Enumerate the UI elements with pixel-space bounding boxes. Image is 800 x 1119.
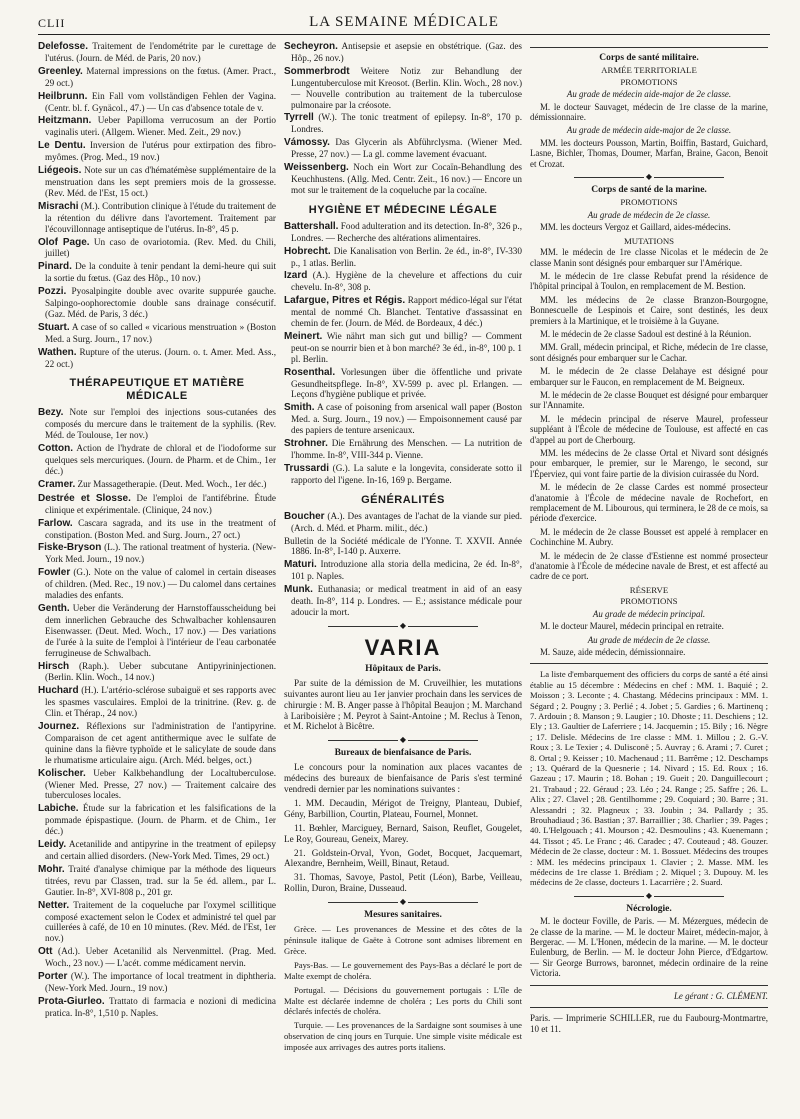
paragraph: M. le médecin de 2e classe Cardes est nommé prosecteur d'anatomie à l'École de médecine navale de Rochefort, en remplacement de M. Libourous, qui terminera, le 28 de ce mois, sa période d'exercice.: [530, 482, 768, 524]
bibliography-entry: [284, 536, 522, 558]
entry-text: A case of poisoning from arsenical wall paper (Boston Med. a. Surg. Journ., 19 nov.) — Empoisonnement causé par des papiers de tenture arsenicaux.: [291, 402, 522, 436]
entry-text: (Raph.). Ueber subcutane Antipyrininjectionen. (Berlin. Klin. Woch., 14 nov.): [45, 660, 276, 683]
author-name: Leidy.: [38, 839, 67, 851]
entry-text: (A.). Des avantages de l'achat de la viande sur pied. (Arch. d. Méd. et Pharm. milit., déc.): [291, 510, 522, 533]
printer-imprint: Paris. — Imprimerie SCHILLER, rue du Faubourg-Montmartre, 10 et 11.: [530, 1013, 768, 1034]
author-name: Meinert.: [284, 330, 323, 342]
entry-text: (H.). L'artério-sclérose subaiguë et ses rapports avec les spasmes vasculaires. Emploi de la trinitrine. (Rev. g. de Clin. et Thérap., 24 nov.): [45, 685, 276, 719]
paragraph: M. le docteur Sauvaget, médecin de 1re classe de la marine, démissionnaire.: [530, 101, 768, 123]
label-promotions: PROMOTIONS: [620, 596, 678, 607]
author-name: Izard: [284, 270, 308, 282]
column-1: [38, 41, 276, 1116]
entry-text: Un caso de ovariotomia. (Rev. Med. du Chili, juillet): [45, 236, 276, 259]
paragraph-pays-bas: Pays-Bas. — Le gouvernement des Pays-Bas a déclaré le port de Malte exempt de choléra.: [284, 959, 522, 981]
author-name: Trussardi: [284, 462, 330, 474]
paragraph-turquie: Turquie. — Les provenances de la Sardaigne sont soumises à une observation de cinq jours en Turquie. Une simple visite médicale est imposée aux arrivages des autres ports italiens.: [284, 1020, 522, 1053]
author-name: Ott: [38, 946, 53, 958]
bibliography-entry: [38, 201, 276, 235]
author-name: Olof Page.: [38, 236, 90, 248]
divider: ◆: [284, 898, 522, 906]
paragraph: MM. les médecins de 2e classe Ortal et Nivard sont désignés pour embarquer, le premier, sur le Marengo, le second, sur l'Éperviez, qui vont faire partie de la division cuirassée du Nord.: [530, 448, 768, 479]
paragraph: M. Sauze, aide médecin, démissionnaire.: [540, 646, 686, 657]
entry-text: De l'emploi de l'antifébrine. Étude clinique et expérimentale. (Clinique, 24 nov.): [45, 492, 276, 515]
author-name: Cotton.: [38, 443, 73, 455]
bibliography-entry: [284, 463, 522, 486]
entry-text: Traité d'analyse chimique par la méthode des liqueurs titrées, revu par Classen, trad. sur la 5e éd. allem., par L. Gautier. In-8°, XVI-808 p., 201 gr.: [45, 863, 276, 897]
paragraph: MM. les médecins de 2e classe Branzon-Bourgogne, Bonnescuelle de Lespinois et Caire, sont destinés, les deux premiers à la Martinique, et le troisième à la Guyane.: [530, 294, 768, 326]
bibliography-entry: [38, 115, 276, 138]
bibliography-entry: [284, 584, 522, 618]
entry-text: Traitement de l'endométrite par le curettage de l'utérus. (Journ. de Méd. de Paris, 20 nov.): [45, 41, 276, 63]
grade-heading: Au grade de médecin principal.: [592, 608, 706, 619]
journal-title: LA SEMAINE MÉDICALE: [309, 14, 499, 30]
bibliography-entry: [284, 221, 522, 244]
paragraph: M. le médecin de 2e classe Delahaye est désigné pour embarquer sur le Faucon, en remplacement de M. Beigneux.: [530, 366, 768, 387]
entry-text: Wie nährt man sich gut und billig? — Comment peut-on se nourrir bien et à bon marché? 3e éd., in-8°, 100 p. 1 pl. Berlin.: [291, 330, 522, 364]
entry-text: Réflexions sur l'administration de l'antipyrine. Comparaison de cet agent antithermique avec le sulfate de quinine dans la fièvre typhoïde et le salicylate de soude dans le rhumatisme articulaire aigu. (Arch. Méd. belges, oct.): [45, 721, 276, 765]
entry-text: A case of so called « vicarious menstruation » (Boston Med. a Surg. Journ., 17 nov.): [45, 321, 276, 344]
author-name: Liégeois.: [38, 165, 82, 177]
section-title-generalites: GÉNÉRALITÉS: [361, 493, 445, 506]
label-reserve: RÉSERVE: [629, 584, 669, 595]
paragraph: MM. les docteurs Vergoz et Gaillard, aides-médecins.: [540, 222, 731, 233]
entry-text: Euthanasia; or medical treatment in aid of an easy death. In-8°, 114 p. Londres. — E.; assistance médicale pour adoucir la mort.: [291, 584, 522, 617]
author-name: Secheyron.: [284, 41, 338, 52]
bibliography-entry: [38, 443, 276, 477]
paragraph-bureaux-list-3: 21. Goldstein-Orval, Yvon, Godet, Bocquet, Jacquemart, Alexandre, Bernheim, Weill, Binaut, Retaud.: [284, 847, 522, 869]
entry-text: (W.). The tonic treatment of epilepsy. In-8°, 170 p. Londres.: [291, 112, 522, 135]
paragraph: M. le médecin de 2e classe d'Estienne est nommé prosecteur d'anatomie à l'École de médecine navale de Brest, et est affecté au cadre de ce port.: [530, 550, 768, 582]
bibliography-entry: [38, 542, 276, 565]
label-promotions: PROMOTIONS: [620, 76, 678, 87]
bibliography-entry: [38, 685, 276, 719]
grade-heading: Au grade de médecin aide-major de 2e classe.: [566, 125, 732, 136]
entry-text: Die Ernährung des Menschen. — La nutrition de l'homme. In-8°, VIII-344 p. Vienne.: [291, 438, 522, 460]
bibliography-entry: [284, 438, 522, 461]
bibliography-entry: [38, 479, 276, 491]
paragraph-portugal: Portugal. — Décisions du gouvernement portugais : L'île de Malte est déclarée indemne de choléra ; Les ports du Chili sont déclarés infectés de choléra.: [284, 984, 522, 1017]
divider: [530, 985, 768, 986]
label-mutations: MUTATIONS: [623, 235, 675, 246]
entry-text: (W.). The importance of local treatment in diphtheria. (New-York Med. Journ., 19 nov.): [45, 971, 276, 993]
page-number: CLII: [38, 16, 66, 30]
entry-text: Rapport médico-légal sur l'état mental de nommé Ch. Blanchet. Tentative d'assassinat en chemin de fer. (Journ. de Méd. de Bordeaux, 4 déc.): [291, 295, 522, 329]
entry-text: De la conduite à tenir pendant la demi-heure qui suit la sortie du fœtus. (Gaz des Hôp., 10 nov.): [45, 261, 276, 284]
bibliography-entry: [284, 246, 522, 269]
author-name: Maturi.: [284, 559, 317, 571]
author-name: Boucher: [284, 510, 325, 522]
grade-heading: Au grade de médecin aide-major de 2e classe.: [566, 89, 732, 100]
entry-text: (Ad.). Ueber Acetanilid als Nervenmittel. (Prag. Med. Woch., 23 nov.) — L'acét. comme médicament nervin.: [45, 946, 276, 969]
author-name: Munk.: [284, 584, 313, 596]
author-name: Farlow.: [38, 517, 73, 529]
author-name: Heitzmann.: [38, 115, 92, 127]
divider: ◆: [530, 892, 768, 900]
author-name: Tyrrell: [284, 112, 314, 124]
entry-text: Noch ein Wort zur Cocaïn-Behandlung des Keuchhustens. (Allg. Med. Centr. Zeit., 16 nov.) — Encore un mot sur le traitement de la coqueluche par la cocaïne.: [291, 162, 522, 195]
bibliography-entry: [284, 511, 522, 534]
author-name: Lafargue, Pitres et Régis.: [284, 295, 406, 307]
bibliography-entry: [284, 331, 522, 365]
bibliography-list-continued: [284, 41, 522, 196]
entry-text: (G.). La salute e la longevita, considerate sotto il rapporto del l'igene. In-16, 169 p. Bergame.: [291, 462, 522, 485]
paragraph: MM. les docteurs Pousson, Martin, Boiffin, Bastard, Guichard, Lasne, Bichler, Thomas, Doumer, Marfan, Braine, Gacon, Benoit et Crozat.: [530, 137, 768, 169]
author-name: Prota-Giurleo.: [38, 995, 105, 1007]
paragraph-embarquement-list: La liste d'embarquement des officiers du corps de santé a été ainsi établie au 15 décembre : Médecins en chef : MM. 1. Baquié ; 2. Moisson ; 3. Leconte ; 4. Chastang. Médecins principaux : MM. 1. Ségard ; 2. Pougny ; 3. Perlié ; 4. Jobet ; 5. Gardies ; 6. Martinenq ; 7. Ardouin ; 8. Manson ; 9. Laugier ; 10. Dhoste ; 11. Deschiens ; 12. Ely ; 13. Gaultier de Laferriere ; 14. Jacquemin ; 15. Bily ; 16. Nègre ; 17. Delisle. Médecins de 1re classe : MM. 1. Millou ; 2. G.-V. Roux ; 3. Le Texier ; 4. Dulisconë ; 5. Auvray ; 6. Arami ; 7. Curet ; 8. Ortal ; 9. Keisser ; 10. Machenaud ; 11. Barrême ; 12. Deschamps ; 13. Quérard de la Quesnerie ; 14. Nivard ; 15. Ed. Roux ; 16. Gazeau ; 17. Maurin ; 18. Bohan ; 19. Gueit ; 20. Danguillecourt ; 21. Trabaud ; 22. Géraud ; 23. Léo ; 24. Range ; 25. Saffre ; 26. L. Alix ; 27. Clavel ; 28. Gentilhomme ; 29. Coquiard ; 30. Barre ; 31. Alessandri ; 32. Plagneux ; 33. Joubin ; 34. Pallardy ; 35. Brouhadiaud ; 36. Bastian ; 37. Barraillier ; 38. Charlier ; 39. Pages ; 40. L'Helgouach ; 41. Mourson ; 42. Desmoulins ; 43. Kuenemann ; 44. Tissot ; 45. Le Franc ; 46. Caradec ; 47. Couteaud ; 48. Gouzer. Médecin de 2e classe, docteur : M. 1. Bossuet. Médecins des troupes : MM. les médecins principaux 1. Clavier ; 2. Masse. MM. les médecins de 1re classe 1. Brédiam ; 2. Miquel ; 3. Dupouy. M. les médecins de 2e classe, docteurs 1. Lacarrière ; 2. Suard.: [530, 669, 768, 888]
subheading-sanitaires: Mesures sanitaires.: [364, 910, 442, 921]
author-name: Rosenthal.: [284, 366, 336, 378]
bibliography-entry: [38, 286, 276, 320]
entry-text: Bulletin de la Société médicale de l'Yonne. T. XXVII. Année 1886. In-8°, I-140 p. Auxerre.: [284, 535, 522, 557]
bibliography-entry: [284, 66, 522, 111]
entry-text: Ueber Papilloma verrucosum an der Portio vaginalis uteri. (Allgem. Wiener. Med. Zeit., 29 nov.): [45, 115, 276, 138]
bibliography-list-hygiene: [284, 221, 522, 486]
author-name: Destrée et Slosse.: [38, 492, 131, 504]
bibliography-entry: [38, 165, 276, 199]
divider: [530, 1007, 768, 1008]
bibliography-entry: [38, 721, 276, 766]
subheading-necrologie: Nécrologie.: [626, 903, 672, 914]
entry-text: Ueber Kalkbehandlung der Localtuberculose. (Wiener Med. Presse, 27 nov.) — Traitement calcaire des tuberculoses locales.: [45, 767, 276, 801]
bibliography-entry: [38, 237, 276, 260]
bibliography-entry: [284, 559, 522, 582]
entry-text: (M.). Contribution clinique à l'étude du traitement de la rétention du délivre dans l'avortement. Traitement par l'écouvillonnage antiseptique de l'utérus. In-8°, 45 p.: [45, 200, 276, 234]
bibliography-entry: [284, 41, 522, 64]
entry-text: Zur Massagetherapie. (Deut. Med. Woch., 1er déc.): [77, 478, 267, 489]
section-title-hygiene: HYGIÈNE ET MÉDECINE LÉGALE: [308, 203, 498, 216]
grade-heading: Au grade de médecin de 2e classe.: [587, 209, 711, 220]
author-name: Strohner.: [284, 438, 328, 450]
entry-text: Rupture of the uterus. (Journ. o. t. Amer. Med. Ass., 22 oct.): [45, 346, 276, 369]
author-name: Weissenberg.: [284, 162, 349, 174]
bibliography-entry: [38, 946, 276, 969]
paragraph: M. le médecin de 2e classe Bousset est appelé à remplacer en Cochinchine M. Aubry.: [530, 526, 768, 548]
author-name: Le Dentu.: [38, 140, 86, 152]
paragraph: M. le médecin de 2e classe Sadoul est destiné à la Réunion.: [540, 328, 752, 339]
grade-heading: Au grade de médecin de 2e classe.: [587, 634, 711, 645]
entry-text: Note sur un cas d'hématémèse supplémentaire de la menstruation dans les sept premiers mois de la grossesse. (Rev. Méd. de l'Est, 15 oct.): [45, 165, 276, 198]
bibliography-entry: [38, 768, 276, 802]
subheading-hopitaux: Hôpitaux de Paris.: [365, 663, 441, 674]
paragraph-bureaux-list-2: 11. Bœhler, Marciguey, Bernard, Saison, Reuflet, Gougelet, Le Roy, Goureau, Geneix, Marey.: [284, 822, 522, 844]
paragraph-bureaux: Le concours pour la nomination aux places vacantes de médecins des bureaux de bienfaisance de Paris s'est terminé vendredi dernier par les nominations suivantes :: [284, 762, 522, 795]
bibliography-entry: [38, 407, 276, 441]
bibliography-entry: [38, 567, 276, 601]
label-promotions: PROMOTIONS: [620, 197, 678, 208]
entry-text: Étude sur la fabrication et les falsifications de la pommade épispastique. (Journ. de Pharm. et de Chim., 1er déc.): [45, 803, 276, 837]
entry-text: Traitement de la coqueluche par l'oxymel scillitique composé exactement selon le Codex et administré tel quel par cuillerées à café, de 10 en 10 minutes. (Rev. Méd. de l'Est, 1er nov.): [45, 899, 276, 944]
bibliography-entry: [284, 162, 522, 196]
gerant-signature: Le gérant : G. CLÉMENT.: [673, 990, 768, 1001]
paragraph: M. le docteur Maurel, médecin principal en retraite.: [540, 621, 724, 632]
bibliography-entry: [284, 112, 522, 135]
varia-heading: VARIA: [364, 634, 442, 660]
entry-text: Food adulteration and its detection. In-8°, 326 p., Londres. — Recherche des altérations alimentaires.: [291, 220, 522, 243]
bibliography-entry: [38, 322, 276, 345]
bibliography-entry: [38, 803, 276, 837]
bibliography-entry: [38, 864, 276, 898]
paragraph-hopitaux: Par suite de la démission de M. Cruveilhier, les mutations suivantes auront lieu au 1er janvier prochain dans les services de chirurgie : M. B. Anger passe à l'hôpital Beaujon ; M. Marchand à Lariboisière ; M. Peyrot à Saint-Antoine ; M. Reclus à Tenon, et M. Richelot à Bicêtre.: [284, 677, 522, 732]
entry-text: Cascara sagrada, and its use in the treatment of constipation. (Boston Med. and Surg. Journ., 27 oct.): [45, 517, 276, 540]
page-header: [38, 12, 770, 35]
author-name: Porter: [38, 971, 68, 983]
paragraph: MM. le médecin de 1re classe Nicolas et le médecin de 2e classe Manin sont désignés pour embarquer sur l'Amérique.: [530, 247, 768, 268]
entry-text: Maternal impressions on the fœtus. (Amer. Pract., 29 oct.): [45, 65, 276, 88]
paragraph-necrologie: M. le docteur Foville, de Paris. — M. Mézergues, médecin de 2e classe de la marine. — M. le docteur Mairet, médecin-major, à Bergerac. — M. L'Honen, médecin de la marine. — M. le docteur Eulenburg, de Berlin. — M. le docteur John Pierce, d'Edgartow. — Sir George Burrows, baronnet, médecin ordinaire de la reine Victoria.: [530, 916, 768, 979]
bibliography-entry: [38, 996, 276, 1019]
author-name: Greenley.: [38, 65, 83, 77]
entry-text: Trattato di farmacia e nozioni di medicina pratica. In-8°, 1,510 p. Naples.: [45, 995, 276, 1018]
entry-text: Das Glycerin als Abführclysma. (Wiener Med. Presse, 27 nov.) — La gl. comme lavement évacuant.: [291, 137, 522, 160]
author-name: Misrachi: [38, 200, 79, 212]
entry-text: (G.). Note on the value of calomel in certain diseases of children. (Med. Rec., 19 nov.) — Du calomel dans certaines maladies des enfants.: [45, 567, 276, 601]
bibliography-entry: [38, 839, 276, 862]
entry-text: Note sur l'emploi des injections sous-cutanées des composés du mercure dans le traitement de la syphilis. (Rev. Méd. de Toulouse, 1er nov.): [45, 407, 276, 441]
entry-text: Pyosalpingite double avec ovarite suppurée gauche. Salpingo-oophorectomie double sans drainage consécutif. (Gaz. Méd. de Paris, 3 déc.): [45, 286, 276, 319]
divider: ◆: [530, 173, 768, 181]
bibliography-entry: [38, 518, 276, 541]
paragraph: MM. Grall, médecin principal, et Riche, médecin de 1re classe, sont désignés pour embarquer sur le Cachar.: [530, 342, 768, 363]
paragraph: M. le médecin de 2e classe Bouquet est désigné pour embarquer sur l'Annamite.: [530, 389, 768, 411]
bibliography-entry: [284, 137, 522, 160]
author-name: Smith.: [284, 402, 315, 414]
column-2: [284, 41, 522, 1116]
bibliography-list-therapeutique: [38, 407, 276, 1018]
entry-text: Weitere Notiz zur Behandlung der Lungentuberculose mit Kreosot. (Berlin. Klin. Woch., 28 nov.) — Nouvelle contribution au traitement de la tuberculose pulmonaire par la créosote.: [291, 65, 522, 110]
bibliography-list-gynecology: [38, 41, 276, 369]
author-name: Kolischer.: [38, 767, 86, 779]
bibliography-entry: [38, 900, 276, 945]
paragraph-bureaux-list-4: 31. Thomas, Savoye, Pastol, Petit (Léon), Barbe, Veilleau, Rollin, Duron, Braine, Dusseaud.: [284, 872, 522, 894]
author-name: Hobrecht.: [284, 245, 331, 257]
author-name: Battershall.: [284, 220, 339, 232]
author-name: Netter.: [38, 899, 70, 911]
bibliography-entry: [38, 66, 276, 89]
entry-text: Vorlesungen über die öffentliche und private Gesundheitspflege. In-8°, XV-599 p. avec pl. Erlangen. — Leçons d'hygiène publique et privée.: [291, 366, 522, 400]
author-name: Pinard.: [38, 261, 72, 273]
author-name: Stuart.: [38, 321, 70, 333]
section-title-therapeutique: THÉRAPEUTIQUE ET MATIÈRE MÉDICALE: [69, 377, 245, 403]
subheading-bureaux: Bureaux de bienfaisance de Paris.: [334, 748, 472, 759]
author-name: Hirsch: [38, 660, 70, 672]
bibliography-entry: [38, 603, 276, 659]
bibliography-entry: [38, 347, 276, 370]
entry-text: (L.). The rational treatment of hysteria. (New-York Med. Journ., 19 nov.): [45, 542, 276, 565]
author-name: Wathen.: [38, 346, 77, 358]
entry-text: Die Kanalisation von Berlin. 2e éd., in-8°, IV-330 p., 1 atlas. Berlin.: [291, 245, 522, 268]
entry-text: Acetanilide and antipyrine in the treatment of epilepsy and certain allied disorders. (New-York Med. Times, 29 oct.): [45, 839, 276, 861]
paragraph: M. le médecin principal de réserve Maurel, professeur suppléant à l'École de médecine de Toulouse, est affecté en cas d'appel au port de Cherbourg.: [530, 413, 768, 445]
author-name: Journez.: [38, 721, 80, 733]
entry-text: Ueber die Veränderung der Harnstoffausscheidung bei dem innerlichen Gebrauche des Schwalbacher kohlensauren Eisenwasser. (Deut. Med. Woch., 17 nov.) — Des variations de l'urée à la suite de l'emploi à l'intérieur de l'eau carbonatée ferrugineuse de Schwalbach.: [45, 602, 276, 658]
divider: ◆: [284, 736, 522, 744]
bibliography-entry: [38, 493, 276, 516]
author-name: Bezy.: [38, 407, 64, 419]
bibliography-entry: [284, 367, 522, 401]
entry-text: Antisepsie et asepsie en obstétrique. (Gaz. des Hôp., 26 nov.): [291, 41, 522, 63]
entry-text: Ein Fall vom vollständigen Fehlen der Vagina. (Centr. bl. f. Gynäcol., 47.) — Un cas d'absence totale de v.: [45, 90, 276, 113]
bibliography-list-generalites: [284, 511, 522, 618]
author-name: Genth.: [38, 602, 70, 614]
author-name: Pozzi.: [38, 286, 67, 298]
author-name: Vámossy.: [284, 137, 330, 149]
bibliography-entry: [284, 295, 522, 329]
author-name: Heilbrunn.: [38, 90, 88, 102]
bibliography-entry: [38, 661, 276, 684]
author-name: Huchard: [38, 685, 79, 697]
bibliography-entry: [284, 402, 522, 436]
divider: [530, 663, 768, 664]
entry-text: Introduzione alla storia della medicina, 2e éd. In-8°, 101 p. Naples.: [291, 559, 522, 582]
bibliography-entry: [38, 971, 276, 994]
bibliography-entry: [38, 41, 276, 64]
column-3: [530, 41, 768, 1116]
bibliography-entry: [38, 91, 276, 114]
divider: [530, 47, 768, 48]
entry-text: Action de l'hydrate de chloral et de l'iodoforme sur quelques sels mercuriques. (Journ. de Pharm. et de Chim., 1er déc.): [45, 443, 276, 476]
author-name: Delefosse.: [38, 41, 89, 52]
paragraph-grece: Grèce. — Les provenances de Messine et des côtes de la péninsule italique de Gaëte à Cotrone sont admises librement en Grèce.: [284, 924, 522, 956]
paragraph-bureaux-list-1: 1. MM. Decaudin, Mérigot de Treigny, Planteau, Dubief, Gény, Barbillion, Courtin, Plateau, Fournel, Monnet.: [284, 797, 522, 819]
entry-text: Inversion de l'utérus pour extirpation des fibro-myômes. (Prog. Med., 19 nov.): [45, 140, 276, 163]
divider: ◆: [284, 622, 522, 630]
bibliography-entry: [284, 270, 522, 293]
entry-text: (A.). Hygiène de la chevelure et affections du cuir chevelu. In-8°, 308 p.: [291, 270, 522, 293]
subheading-corps-marine: Corps de santé de la marine.: [591, 185, 707, 196]
author-name: Cramer.: [38, 478, 76, 490]
author-name: Fowler: [38, 567, 71, 579]
bibliography-entry: [38, 261, 276, 284]
author-name: Mohr.: [38, 863, 65, 875]
author-name: Fiske-Bryson: [38, 542, 102, 554]
author-name: Labiche.: [38, 803, 79, 815]
columns: [38, 41, 770, 1116]
author-name: Sommerbrodt: [284, 65, 350, 77]
paragraph: M. le médecin de 1re classe Rebufat prend la résidence de l'hôpital principal à Toulon, en remplacement de M. Bestion.: [530, 270, 768, 292]
subheading-corps-militaire: Corps de santé militaire.: [599, 53, 699, 63]
label-armee-territoriale: ARMÉE TERRITORIALE: [601, 65, 697, 76]
bibliography-entry: [38, 140, 276, 163]
